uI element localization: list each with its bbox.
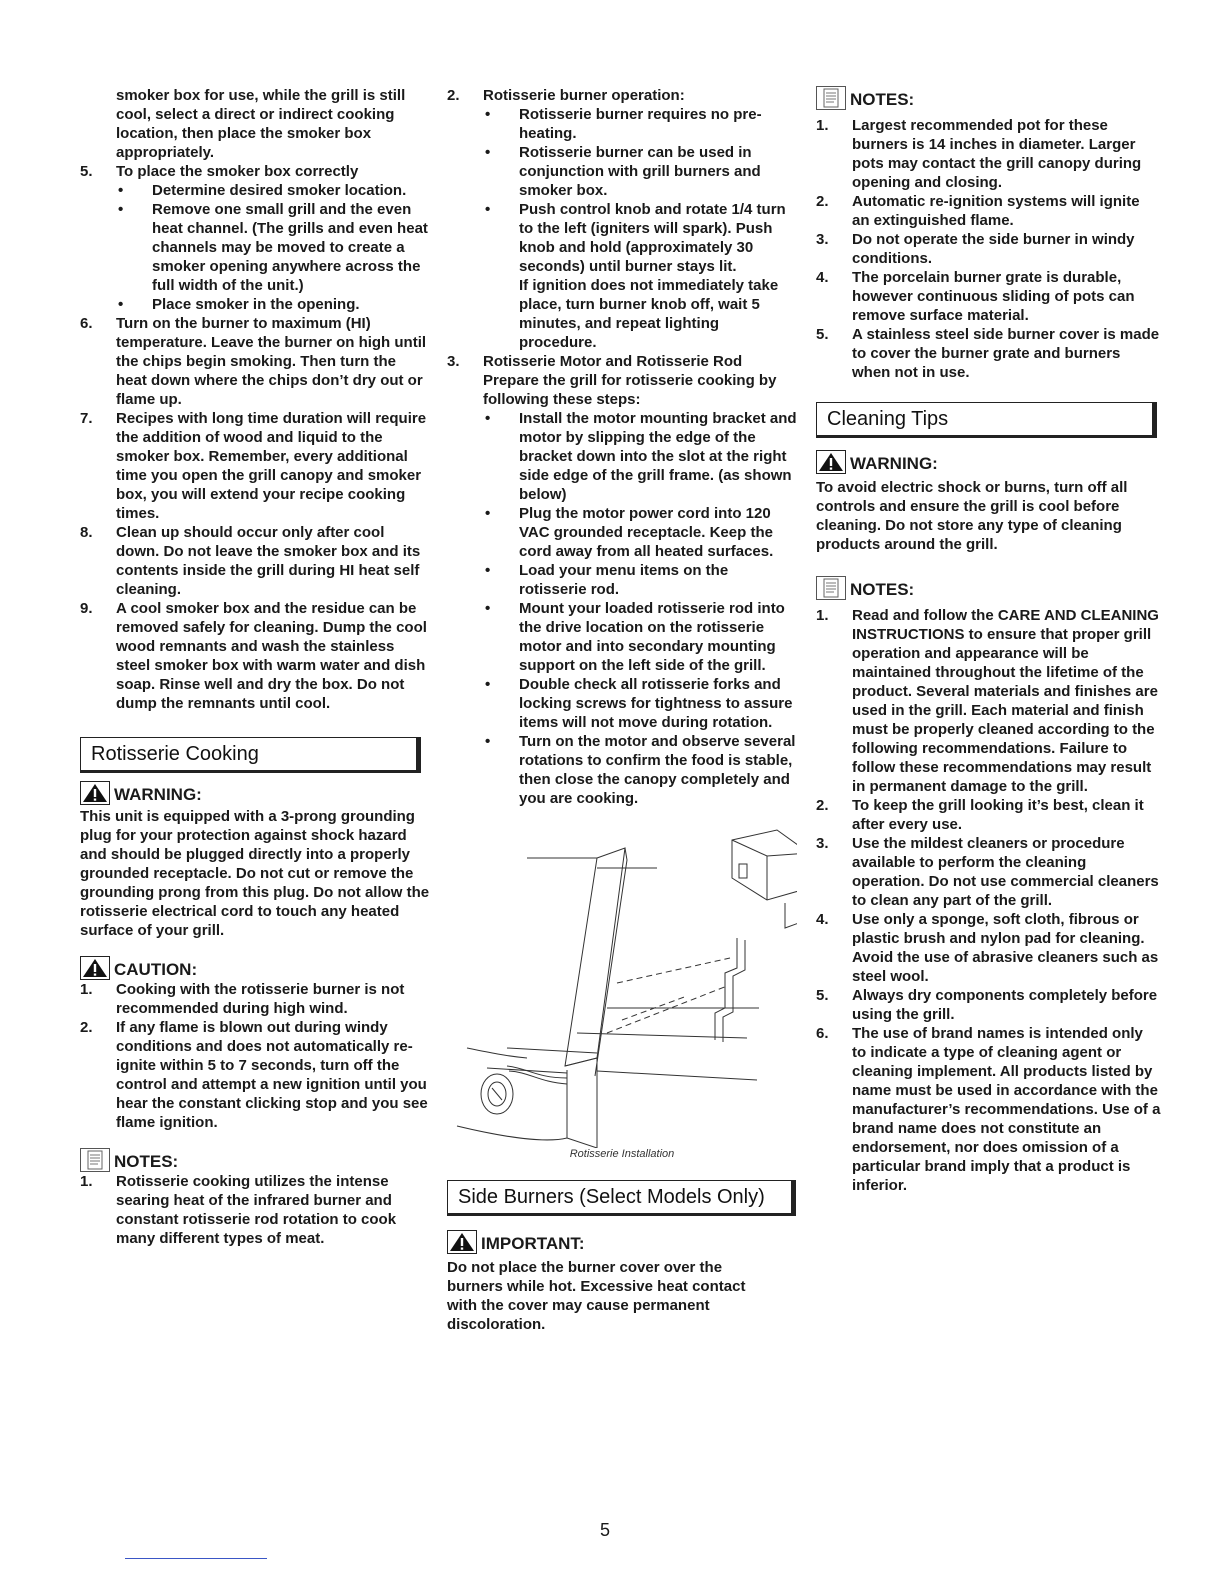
list-item — [816, 268, 1161, 325]
item-number: 2. — [447, 87, 460, 104]
bullet-text: Rotisserie burner can be used in conjunction with grill burners and smoker box. — [519, 144, 761, 199]
item-text: Automatic re-ignition systems will ignite an extinguished flame. — [852, 193, 1140, 229]
caution-label: CAUTION: — [114, 960, 198, 979]
notes-label: NOTES: — [850, 580, 915, 599]
list-item — [80, 980, 430, 1018]
rotisserie-installation-illustration — [447, 808, 797, 1148]
list-item — [816, 325, 1161, 382]
bullet-text: Load your menu items on the rotisserie rod. — [519, 562, 729, 598]
warning-label: WARNING: — [850, 454, 938, 473]
item-number: 3. — [447, 353, 460, 370]
warning-label: WARNING: — [114, 785, 202, 804]
bullet-text: Determine desired smoker location. — [152, 182, 407, 199]
list-item — [816, 606, 1161, 796]
item-text: Turn on the burner to maximum (HI) temperature. Leave the burner on high until the chips begin smoking. Then turn the heat down where the chips don’t dry out or flame up. — [116, 315, 427, 408]
notes-heading — [80, 1148, 430, 1172]
list-item — [80, 599, 430, 713]
footer-link-rule — [125, 1558, 267, 1559]
list-item — [80, 523, 430, 599]
item-number: 1. — [816, 117, 829, 134]
important-label: IMPORTANT: — [481, 1234, 585, 1253]
item-number: 1. — [80, 1173, 93, 1190]
bullet-icon: • — [485, 144, 491, 161]
item-number: 6. — [80, 315, 93, 332]
smoker-intro-continued: smoker box for use, while the grill is still cool, select a direct or indirect cooking location, then place the smoker box appropriately. — [116, 87, 406, 161]
item-text: A stainless steel side burner cover is made to cover the burner grate and burners when not in use. — [852, 326, 1160, 381]
bullet-item — [483, 732, 797, 808]
bullet-icon: • — [118, 296, 124, 313]
list-item — [816, 986, 1161, 1024]
warning-text: This unit is equipped with a 3-prong grounding plug for your protection against shock hazard and should be plugged directly into a properly grounded receptacle. Do not cut or remove the grounding prong from this plug. Do not allow the rotisserie electrical cord to touch any heated surface of your grill. — [80, 808, 430, 939]
item-text: The use of brand names is intended only to indicate a type of cleaning agent or cleaning implement. All products listed by name must be used in accordance with the manufacturer’s recommendations. Use of a brand name does not constitute an endorsement, nor does omission of a particular brand imply that a product is inferior. — [852, 1025, 1161, 1194]
item-number: 2. — [80, 1019, 93, 1036]
bullet-icon: • — [485, 201, 491, 218]
item-number: 1. — [80, 981, 93, 998]
bullet-icon: • — [485, 676, 491, 693]
bullet-item — [483, 143, 797, 200]
list-item — [816, 192, 1161, 230]
item-number: 4. — [816, 911, 829, 928]
bullet-text: Turn on the motor and observe several rotations to confirm the food is stable, then close the canopy completely and you are cooking. — [519, 733, 796, 807]
notes-heading — [816, 576, 1161, 600]
bullet-text: Rotisserie burner requires no pre-heating. — [519, 106, 762, 142]
column-middle — [447, 86, 797, 1334]
notes-icon — [816, 576, 846, 600]
bullet-icon: • — [118, 182, 124, 199]
page-number: 5 — [600, 1520, 611, 1540]
bullet-text: Place smoker in the opening. — [152, 296, 360, 313]
item-text: If any flame is blown out during windy conditions and does not automatically re-ignite within 5 to 7 seconds, turn off the control and attempt a new ignition until you hear the constant clicking stop and you see flame ignition. — [116, 1019, 428, 1131]
notes-heading — [816, 86, 1161, 110]
bullet-text: Push control knob and rotate 1/4 turn to the left (igniters will spark). Push knob and hold (approximately 30 seconds) until burner stays lit. — [519, 201, 786, 275]
list-item — [447, 86, 797, 105]
warning-heading — [816, 450, 1161, 474]
item-text: A cool smoker box and the residue can be removed safely for cleaning. Dump the cool wood remnants and wash the stainless steel smoker box with warm water and dish soap. Rinse well and dry the box. Do not dump the remnants until cool. — [116, 600, 427, 712]
item-text: Clean up should occur only after cool down. Do not leave the smoker box and its contents inside the grill during HI heat self cleaning. — [116, 524, 421, 598]
bullet-text: Mount your loaded rotisserie rod into the drive location on the rotisserie motor and into secondary mounting support on the left side of the grill. — [519, 600, 785, 674]
item-text: Always dry components completely before using the grill. — [852, 987, 1158, 1023]
list-item — [816, 910, 1161, 986]
list-item — [80, 162, 430, 181]
bullet-item — [483, 200, 797, 276]
item-number: 8. — [80, 524, 93, 541]
warning-text: To avoid electric shock or burns, turn off all controls and ensure the grill is cool before cleaning. Do not store any type of cleaning products around the grill. — [816, 479, 1128, 553]
important-heading — [447, 1230, 797, 1254]
item-number: 3. — [816, 231, 829, 248]
section-title-rotisserie: Rotisserie Cooking — [80, 737, 421, 773]
list-item — [816, 230, 1161, 268]
list-item — [816, 834, 1161, 910]
bullet-icon: • — [485, 562, 491, 579]
item-text: Use only a sponge, soft cloth, fibrous or plastic brush and nylon pad for cleaning. Avoid the use of abrasive cleaners such as steel wool. — [852, 911, 1159, 985]
bullet-icon: • — [485, 106, 491, 123]
warning-triangle-icon — [816, 450, 846, 474]
section-title-cleaning-tips: Cleaning Tips — [816, 402, 1157, 438]
bullet-text: Install the motor mounting bracket and motor by slipping the edge of the bracket down into the slot at the right side edge of the grill frame. (as shown below) — [519, 410, 797, 503]
item-number: 5. — [80, 163, 93, 180]
notes-icon — [80, 1148, 110, 1172]
item-text: To place the smoker box correctly — [116, 163, 359, 180]
important-text: Do not place the burner cover over the burners while hot. Excessive heat contact with the cover may cause permanent discoloration. — [447, 1259, 746, 1333]
item-number: 2. — [816, 193, 829, 210]
bullet-icon: • — [485, 410, 491, 427]
bullet-text: Remove one small grill and the even heat channel. (The grills and even heat channels may be moved to create a smoker opening anywhere across the full width of the unit.) — [152, 201, 428, 294]
item-text: Rotisserie cooking utilizes the intense searing heat of the infrared burner and constant rotisserie rod rotation to cook many different types of meat. — [116, 1173, 397, 1247]
item-text: The porcelain burner grate is durable, however continuous sliding of pots can remove surface material. — [852, 269, 1135, 324]
item-number: 3. — [816, 835, 829, 852]
bullet-icon: • — [485, 505, 491, 522]
item-number: 2. — [816, 797, 829, 814]
bullet-icon: • — [485, 600, 491, 617]
bullet-item — [483, 599, 797, 675]
item-text: Rotisserie burner operation: — [483, 87, 685, 104]
list-item — [80, 1018, 430, 1132]
important-triangle-icon — [447, 1230, 477, 1254]
list-item — [80, 1172, 430, 1248]
notes-label: NOTES: — [850, 90, 915, 109]
bullet-item — [116, 200, 430, 295]
list-item — [816, 116, 1161, 192]
list-item — [80, 314, 430, 409]
list-item — [816, 796, 1161, 834]
item-number: 1. — [816, 607, 829, 624]
warning-triangle-icon — [80, 781, 110, 805]
item-text: To keep the grill looking it’s best, clean it after every use. — [852, 797, 1144, 833]
item-text: Recipes with long time duration will require the addition of wood and liquid to the smoker box. Remember, every additional time you open the grill canopy and smoker box, you will extend your recipe cooking times. — [116, 410, 427, 522]
list-item — [447, 352, 797, 409]
item-text: Rotisserie Motor and Rotisserie Rod Prepare the grill for rotisserie cooking by following these steps: — [483, 353, 777, 408]
item-text: Use the mildest cleaners or procedure available to perform the cleaning operation. Do not use commercial cleaners to clean any part of the grill. — [852, 835, 1159, 909]
item-number: 6. — [816, 1025, 829, 1042]
bullet-item — [116, 295, 430, 314]
figure-caption: Rotisserie Installation — [569, 1148, 675, 1160]
bullet-icon: • — [118, 201, 124, 218]
bullet-text: Double check all rotisserie forks and locking screws for tightness to assure items will not move during rotation. — [519, 676, 793, 731]
bullet-text: Plug the motor power cord into 120 VAC grounded receptacle. Keep the cord away from all heated surfaces. — [519, 505, 774, 560]
column-left — [80, 86, 430, 1248]
column-right — [816, 86, 1161, 1195]
bullet-icon: • — [485, 733, 491, 750]
list-item — [80, 409, 430, 523]
item-number: 9. — [80, 600, 93, 617]
item-text: Cooking with the rotisserie burner is not recommended during high wind. — [116, 981, 405, 1017]
bullet-item — [483, 504, 797, 561]
bullet-item — [483, 675, 797, 732]
rotisserie-installation-figure — [447, 808, 797, 1168]
bullet-item — [483, 409, 797, 504]
item-text: Largest recommended pot for these burners is 14 inches in diameter. Larger pots may contact the grill canopy during opening and closing. — [852, 117, 1142, 191]
item-text: Read and follow the CARE AND CLEANING INSTRUCTIONS to ensure that proper grill operation and appearance will be maintained throughout the lifetime of the product. Several materials and finishes are used in the grill. Each material and finish must be properly cleaned according to the following recommendations. Failure to follow these recommendations may result in permanent damage to the grill. — [852, 607, 1159, 795]
item-text: Do not operate the side burner in windy conditions. — [852, 231, 1135, 267]
bullet-item — [483, 105, 797, 143]
bullet-item — [116, 181, 430, 200]
caution-triangle-icon — [80, 956, 110, 980]
notes-label: NOTES: — [114, 1152, 179, 1171]
item-number: 7. — [80, 410, 93, 427]
caution-heading — [80, 956, 430, 980]
item-number: 5. — [816, 326, 829, 343]
warning-heading — [80, 781, 430, 805]
section-title-side-burners: Side Burners (Select Models Only) — [447, 1180, 796, 1216]
item-number: 5. — [816, 987, 829, 1004]
notes-icon — [816, 86, 846, 110]
ignition-note: If ignition does not immediately take place, turn burner knob off, wait 5 minutes, and repeat lighting procedure. — [519, 277, 779, 351]
item-number: 4. — [816, 269, 829, 286]
bullet-item — [483, 561, 797, 599]
list-item — [816, 1024, 1161, 1195]
